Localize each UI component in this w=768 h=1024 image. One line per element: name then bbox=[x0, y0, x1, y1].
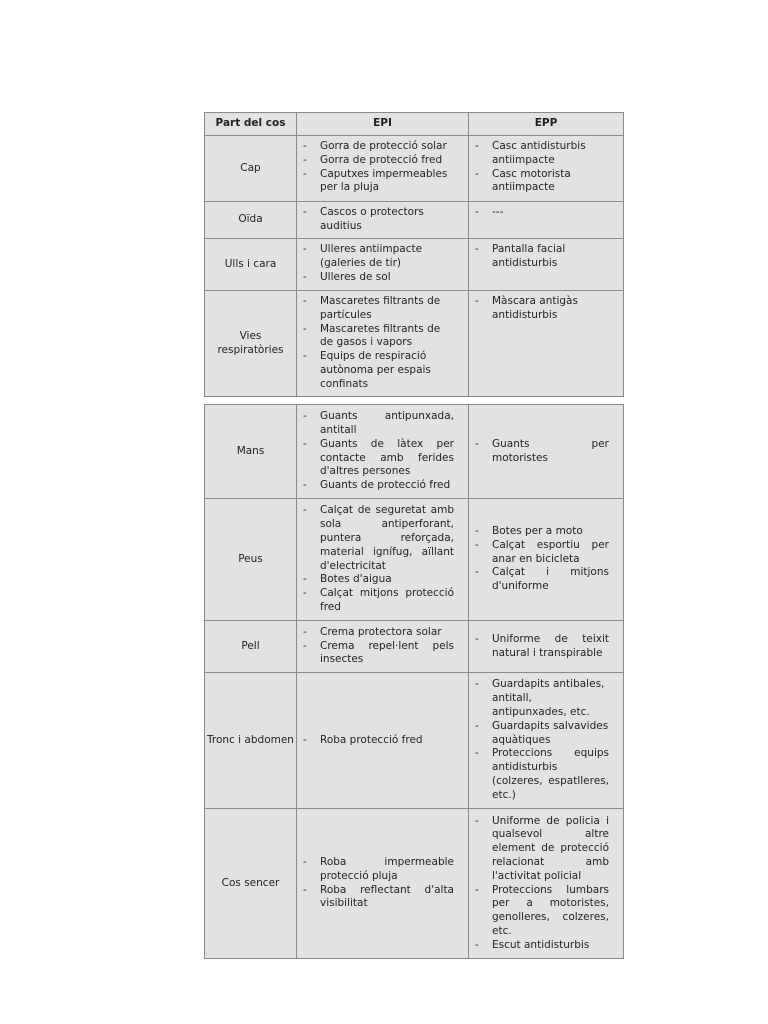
epp-item: - Proteccions lumbars per a motoristes, genolleres, colzeres, etc. bbox=[475, 884, 609, 939]
epi-item: - Roba reflectant d'alta visibilitat bbox=[303, 884, 454, 912]
header-part: Part del cos bbox=[205, 113, 297, 136]
epi-item: - Cascos o protectors auditius bbox=[303, 206, 454, 234]
epi-item: - Caputxes impermeables per la pluja bbox=[303, 168, 454, 196]
epp-cell bbox=[469, 136, 624, 202]
epp-cell bbox=[469, 291, 624, 397]
epi-item: - Ulleres de sol bbox=[303, 271, 454, 285]
epi-epp-table-bottom bbox=[204, 404, 624, 959]
epi-cell bbox=[297, 291, 469, 397]
part-cell: Oïda bbox=[205, 202, 297, 239]
table-row bbox=[205, 499, 624, 621]
epi-item: - Crema repel·lent pels insectes bbox=[303, 640, 454, 668]
epp-item: - Màscara antigàs antidisturbis bbox=[475, 295, 609, 323]
epp-item: - Guardapits antibales, antitall, antipunxades, etc. bbox=[475, 678, 609, 719]
epi-cell bbox=[297, 809, 469, 959]
epp-cell bbox=[469, 202, 624, 239]
epi-item: - Gorra de protecció fred bbox=[303, 154, 454, 168]
part-cell: Tronc i abdomen bbox=[205, 673, 297, 809]
epp-cell bbox=[469, 621, 624, 673]
part-cell: Peus bbox=[205, 499, 297, 621]
epp-item: - Casc antidisturbis antiimpacte bbox=[475, 140, 609, 168]
epp-cell bbox=[469, 499, 624, 621]
epp-item: - Calçat i mitjons d'uniforme bbox=[475, 566, 609, 594]
epi-item: - Mascaretes filtrants de de gasos i vapors bbox=[303, 323, 454, 351]
epp-item: - Calçat esportiu per anar en bicicleta bbox=[475, 539, 609, 567]
epp-cell bbox=[469, 673, 624, 809]
epi-cell bbox=[297, 405, 469, 499]
header-epp: EPP bbox=[469, 113, 624, 136]
epp-item: - Escut antidisturbis bbox=[475, 939, 609, 953]
epp-item: - --- bbox=[475, 206, 609, 220]
epp-item: - Pantalla facial antidisturbis bbox=[475, 243, 609, 271]
part-cell: Cos sencer bbox=[205, 809, 297, 959]
part-cell: Ulls i cara bbox=[205, 239, 297, 291]
epp-item: - Uniforme de teixit natural i transpirable bbox=[475, 633, 609, 661]
epi-cell bbox=[297, 202, 469, 239]
epi-item: - Calçat de seguretat amb sola antiperforant, puntera reforçada, material ignífug, aïllant d'electricitat bbox=[303, 504, 454, 573]
epi-item: - Equips de respiració autònoma per espais confinats bbox=[303, 350, 454, 391]
table-row bbox=[205, 621, 624, 673]
header-epi: EPI bbox=[297, 113, 469, 136]
epp-cell bbox=[469, 405, 624, 499]
epi-item: - Botes d'aigua bbox=[303, 573, 454, 587]
part-cell: Cap bbox=[205, 136, 297, 202]
epp-item: - Guardapits salvavides aquàtiques bbox=[475, 720, 609, 748]
table-row bbox=[205, 202, 624, 239]
epp-item: - Uniforme de policia i qualsevol altre element de protecció relacionat amb l'activitat policial bbox=[475, 815, 609, 884]
header-row bbox=[205, 113, 624, 136]
table-row bbox=[205, 136, 624, 202]
epi-item: - Roba impermeable protecció pluja bbox=[303, 856, 454, 884]
epi-item: - Crema protectora solar bbox=[303, 626, 454, 640]
epi-cell bbox=[297, 499, 469, 621]
epi-cell bbox=[297, 136, 469, 202]
epp-item: - Casc motorista antiimpacte bbox=[475, 168, 609, 196]
table-row bbox=[205, 405, 624, 499]
epi-item: - Mascaretes filtrants de partícules bbox=[303, 295, 454, 323]
epp-cell bbox=[469, 809, 624, 959]
epi-item: - Guants antipunxada, antitall bbox=[303, 410, 454, 438]
epi-item: - Guants de protecció fred bbox=[303, 479, 454, 493]
epp-cell bbox=[469, 239, 624, 291]
part-cell: Pell bbox=[205, 621, 297, 673]
epp-item: - Guants per motoristes bbox=[475, 438, 609, 466]
epi-item: - Gorra de protecció solar bbox=[303, 140, 454, 154]
part-cell: Mans bbox=[205, 405, 297, 499]
epi-item: - Roba protecció fred bbox=[303, 734, 454, 748]
epi-cell bbox=[297, 673, 469, 809]
epi-item: - Guants de làtex per contacte amb ferides d'altres persones bbox=[303, 438, 454, 479]
epi-epp-table-top bbox=[204, 112, 624, 397]
table-row bbox=[205, 291, 624, 397]
table-row bbox=[205, 809, 624, 959]
epp-item: - Botes per a moto bbox=[475, 525, 609, 539]
table-row bbox=[205, 239, 624, 291]
epi-cell bbox=[297, 239, 469, 291]
epi-item: - Ulleres antiimpacte (galeries de tir) bbox=[303, 243, 454, 271]
epp-item: - Proteccions equips antidisturbis (colzeres, espatlleres, etc.) bbox=[475, 747, 609, 802]
table-row bbox=[205, 673, 624, 809]
epi-item: - Calçat mitjons protecció fred bbox=[303, 587, 454, 615]
part-cell: Vies respiratòries bbox=[205, 291, 297, 397]
epi-cell bbox=[297, 621, 469, 673]
